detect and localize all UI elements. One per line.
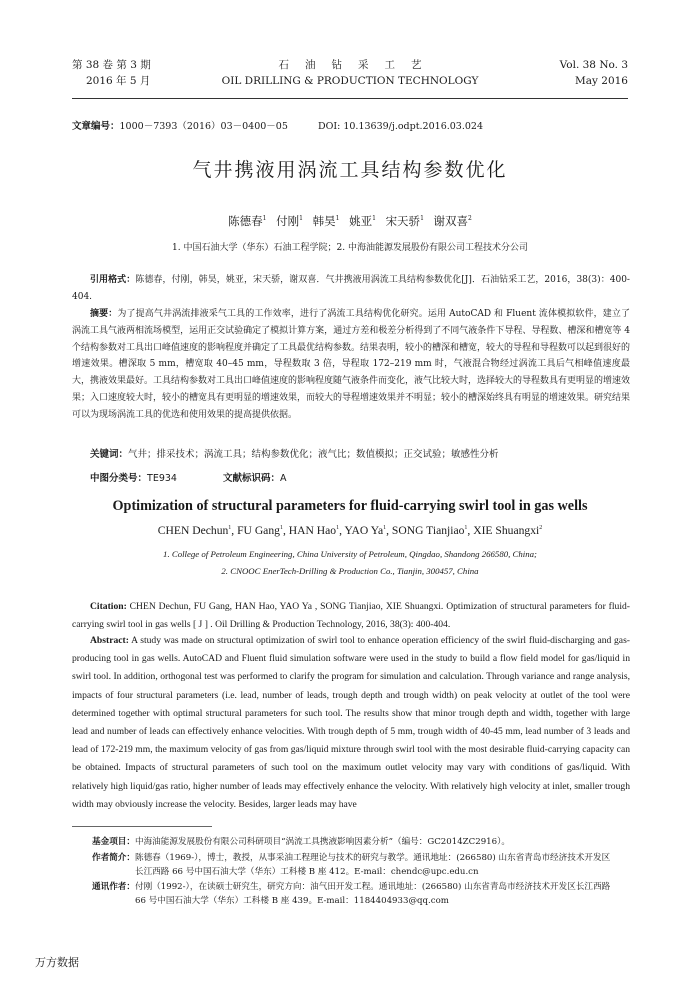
authors-en	[0, 524, 700, 537]
author-cn: 付刚$^1$	[276, 214, 303, 228]
abstract-cn-text: 为了提高气井涡流排液采气工具的工作效率，进行了涡流工具结构优化研究。运用 AutoCAD 和 Fluent 流体模拟软件，建立了涡流工具气液两相流场模型，运用正交试验确定了模拟计算方案，通过方差和极差分析得到了不同气液条件下导程、导程数、槽深和槽宽等 4 个结构参数对工具出口峰值速度的影响程度并确定了工具最优结构参数。结果表明，较小的槽深和槽宽，较大的导程和导程数可以起到很好的增速效果。槽深取 5 mm，槽宽取 40–45 mm，导程数取 3 倍，导程取 172–219 mm 时，气液混合物经过涡流工具后气相峰值速度最大，携液效果最好。工具结构参数对工具出口峰值速度的影响程度随气液条件而变化，液气比较大时，选择较大的导程数具有更明显的增速效果；入口速度较大时，较小的槽宽具有更明显的增速效果，而较大的导程增速效果并不明显；较小的槽深始终具有明显的增速效果。研究结果可以为现场涡流工具的优选和使用效果的提高提供依据。	[72, 309, 631, 420]
abstract-cn	[72, 306, 630, 424]
corresponding-label: 通讯作者：	[92, 882, 135, 892]
keywords-cn-text: 气井；排采技术；涡流工具；结构参数优化；液气比；数值模拟；正交试验；敏感性分析	[128, 449, 499, 460]
doc-code-label: 文献标识码：	[223, 473, 281, 484]
citation-cn-label: 引用格式：	[90, 275, 136, 285]
author-en: FU Gang$^1$,	[237, 524, 289, 537]
abstract-en-label: Abstract:	[90, 635, 129, 646]
abstract-en-text: A study was made on structural optimization of swirl tool to enhance operation efficiency of the swirl fluid-discharging and gas-producing tool in gas wells. AutoCAD and Fluent fluid simulation software were used in the study to build a flow field model for gas/liquid in swirl tool. In addition, orthogonal test was performed to clarify the program for simulation and calculation. Through variance and range analysis, impacts of four structural parameters (i.e. lead, number of leads, trough depth and trough width) on peak velocity at outlet of the tool were determined together with optimal structural parameters for such tool. The results show that minor trough depth and width, together with large lead and number of leads can effectively enhance velocities. With trough depth of 5 mm, trough width of 40-45 mm, lead number of 3 leads and lead of 172-219 mm, the maximum velocity of gas from gas/liquid mixture through swirl tool with the most desirable fluid-carrying capacity can be obtained. Impacts of structural parameters of such tool on the maximum outlet velocity may vary with conditions of gas/liquid. With relatively high liquid/gas ratio, higher number of leads may effectively enhance the velocity. With relatively high velocity at inlet, smaller trough width may obviously increase the velocity. Besides, larger leads may have	[72, 635, 630, 810]
citation-cn	[72, 272, 630, 306]
author-en: CHEN Dechun$^1$,	[157, 524, 238, 537]
header-rule	[72, 98, 628, 99]
footnote-fund	[92, 835, 632, 849]
citation-en-text: CHEN Dechun, FU Gang, HAN Hao, YAO Ya , SONG Tianjiao, XIE Shuangxi. Optimization of structural parameters for fluid-carrying swirl tool in gas wells [ J ] . Oil Drilling & Production Technology, 2016, 38(3): 400-404.	[72, 601, 630, 631]
author-en: SONG Tianjiao$^1$,	[391, 524, 474, 537]
author-en: HAN Hao$^1$,	[288, 524, 345, 537]
clc-code: TE934	[147, 473, 177, 484]
header-journal	[200, 57, 500, 89]
citation-cn-text: 陈德春，付刚，韩昊，姚亚，宋天骄，谢双喜．气井携液用涡流工具结构参数优化[J]．石油钻采工艺，2016，38(3)：400-404.	[72, 275, 630, 302]
author-bio-label: 作者简介：	[92, 853, 135, 863]
footnote-author	[92, 851, 632, 880]
journal-name-en: OIL DRILLING & PRODUCTION TECHNOLOGY	[221, 75, 479, 87]
author-cn: 宋天骄$^1$	[385, 214, 424, 228]
citation-en-label: Citation:	[90, 601, 127, 612]
fund-label: 基金项目：	[92, 837, 135, 847]
corresponding-text: 付刚（1992-），在读硕士研究生，研究方向：油气田开发工程。通讯地址：(266580) 山东省青岛市经济技术开发区长江西路 66 号中国石油大学（华东）工科楼 B 座 439。E-mail：1184404933@qq.com	[134, 882, 611, 907]
doc-code: A	[280, 473, 287, 484]
classification-cn	[90, 470, 287, 484]
title-cn: 气井携液用涡流工具结构参数优化	[192, 159, 508, 181]
watermark: 万方数据	[35, 956, 79, 969]
title-en: Optimization of structural parameters for fluid-carrying swirl tool in gas wells	[112, 498, 588, 514]
citation-en	[72, 598, 630, 634]
author-cn: 谢双喜$^2$	[433, 214, 472, 228]
author-cn: 姚亚$^1$	[349, 214, 376, 228]
author-en: YAO Ya$^1$,	[344, 524, 392, 537]
abstract-en	[72, 632, 630, 814]
fund-text: 中海油能源发展股份有限公司科研项目“涡流工具携液影响因素分析”（编号：GC2014ZC2916）。	[134, 837, 510, 847]
author-en: XIE Shuangxi$^2$	[473, 524, 543, 537]
article-no-label: 文章编号：	[72, 121, 120, 132]
footnote-corresponding	[92, 880, 632, 909]
date-en: May 2016	[574, 75, 628, 87]
doi[interactable]: DOI: 10.13639/j.odpt.2016.03.024	[317, 121, 483, 132]
article-meta	[72, 118, 483, 132]
header-volume-cn	[72, 57, 151, 89]
footnote-rule	[72, 826, 212, 827]
affiliation-en-1: 1. College of Petroleum Engineering, China University of Petroleum, Qingdao, Shandong 266580, China;	[163, 549, 537, 559]
keywords-cn	[90, 446, 499, 460]
affiliation-en-2: 2. CNOOC EnerTech-Drilling & Production Co., Tianjin, 300457, China	[221, 566, 479, 576]
clc-label: 中图分类号：	[90, 473, 148, 484]
journal-name-cn: 石油钻采工艺	[278, 59, 438, 71]
keywords-cn-label: 关键词：	[90, 449, 129, 460]
date-cn: 2016 年 5 月	[86, 75, 151, 87]
volume-en: Vol. 38 No. 3	[559, 59, 628, 71]
affiliations-cn: 1. 中国石油大学（华东）石油工程学院；2. 中海油能源发展股份有限公司工程技术分公司	[172, 243, 528, 253]
author-bio-text: 陈德春（1969-），博士，教授，从事采油工程理论与技术的研究与教学。通讯地址：(266580) 山东省青岛市经济技术开发区长江西路 66 号中国石油大学（华东）工科楼 B 座 412。E-mail：chendc@upc.edu.cn	[134, 853, 611, 878]
author-cn: 韩昊$^1$	[312, 214, 340, 228]
authors-cn	[0, 213, 700, 229]
author-cn: 陈德春$^1$	[228, 214, 267, 228]
volume-cn: 第 38 卷 第 3 期	[72, 59, 151, 71]
header-volume-en	[560, 57, 628, 89]
abstract-cn-label: 摘要：	[90, 309, 118, 319]
article-no: 1000－7393（2016）03－0400－05	[119, 121, 288, 132]
